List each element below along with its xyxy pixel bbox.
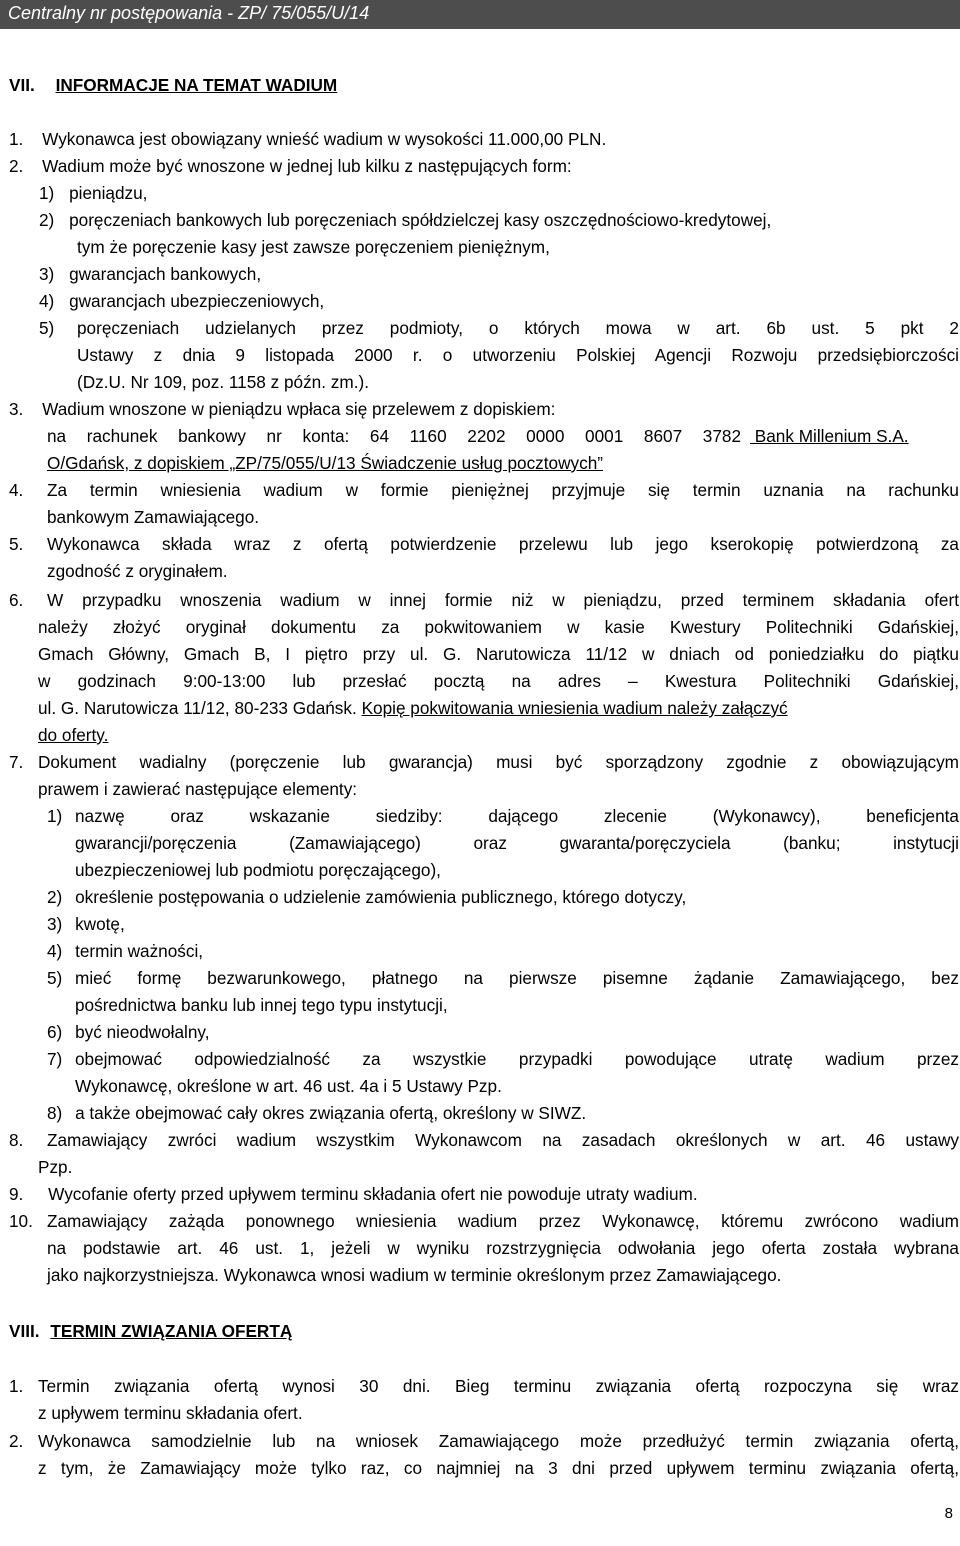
form-item-4 — [39, 288, 960, 315]
point-text: Wykonawca składa wraz z ofertą potwierdzenie przelewu lub jego kserokopię potwierdzoną za — [47, 534, 959, 554]
wadium-point-4 — [9, 477, 959, 504]
item-text: kwotę, — [75, 914, 125, 934]
section-title: INFORMACJE NA TEMAT WADIUM — [55, 75, 338, 95]
item-text: pieniądzu, — [69, 183, 148, 203]
wadium-point-1 — [9, 126, 960, 153]
item-text: a także obejmować cały okres związania ofertą, określony w SIWZ. — [75, 1103, 587, 1123]
offer-point-2-cont — [38, 1455, 959, 1482]
wadium-point-6-l4 — [38, 668, 959, 695]
point-text: Wycofanie oferty przed upływem terminu składania ofert nie powoduje utraty wadium. — [48, 1184, 698, 1204]
wadium-point-3 — [9, 396, 960, 423]
point-number: 4. — [9, 480, 24, 500]
item-text: ubezpieczeniowej lub podmiotu poręczającego), — [75, 860, 441, 880]
point-text: Zamawiający zwróci wadium wszystkim Wykonawcom na zasadach określonych w art. 46 ustawy — [47, 1130, 959, 1150]
item-number: 1) — [47, 806, 63, 826]
point-text-underlined: do oferty. — [38, 725, 109, 745]
item-text: mieć formę bezwarunkowego, płatnego na pierwsze pisemne żądanie Zamawiającego, bez — [75, 968, 959, 988]
section-title: TERMIN ZWIĄZANIA OFERTĄ — [50, 1321, 293, 1341]
item-number: 6) — [47, 1022, 63, 1042]
section-number: VIII. — [9, 1321, 40, 1341]
wadium-point-6-l2 — [38, 614, 959, 641]
wadium-point-10-l3 — [47, 1262, 960, 1289]
element-item-3 — [47, 911, 960, 938]
header-title: Centralny nr postępowania - ZP/ 75/055/U/14 — [8, 3, 370, 23]
point-number: 1. — [9, 129, 24, 149]
item-number: 4) — [39, 291, 55, 311]
wadium-point-6 — [9, 587, 959, 614]
wadium-point-7-cont — [38, 776, 960, 803]
element-item-5-l2 — [75, 992, 960, 1019]
form-item-3 — [39, 261, 960, 288]
form-item-2 — [39, 207, 960, 234]
element-item-1 — [47, 803, 959, 830]
point-number: 1. — [9, 1376, 24, 1396]
document-header — [0, 0, 960, 29]
element-item-5 — [47, 965, 959, 992]
section-viii-heading — [9, 1318, 960, 1345]
form-item-5-cont2 — [77, 369, 960, 396]
item-text: określenie postępowania o udzielenie zamówienia publicznego, którego dotyczy, — [75, 887, 687, 907]
point-number: 5. — [9, 534, 24, 554]
point-text-underlined: Kopię pokwitowania wniesienia wadium należy załączyć — [361, 698, 788, 718]
item-text: termin ważności, — [75, 941, 204, 961]
point-text: należy złożyć oryginał dokumentu za pokwitowaniem w kasie Kwestury Politechniki Gdańskiej, — [38, 617, 959, 637]
point-text: z upływem terminu składania ofert. — [38, 1403, 303, 1423]
wadium-point-10-l2 — [47, 1235, 959, 1262]
point-text: Termin związania ofertą wynosi 30 dni. Bieg terminu związania ofertą rozpoczyna się wraz — [38, 1376, 959, 1396]
item-text: obejmować odpowiedzialność za wszystkie przypadki powodujące utratę wadium przez — [75, 1049, 959, 1069]
item-text: (Dz.U. Nr 109, poz. 1158 z późn. zm.). — [77, 372, 369, 392]
element-item-2 — [47, 884, 960, 911]
form-item-1 — [39, 180, 960, 207]
section-vii-heading — [9, 72, 960, 99]
wadium-point-7 — [9, 749, 959, 776]
point-text: Za termin wniesienia wadium w formie pieniężnej przyjmuje się termin uznania na rachunku — [47, 480, 959, 500]
item-text: Ustawy z dnia 9 listopada 2000 r. o utworzeniu Polskiej Agencji Rozwoju przedsiębiorczości — [77, 345, 959, 365]
offer-point-2 — [9, 1428, 959, 1455]
item-text: nazwę oraz wskazanie siedziby: dającego zlecenie (Wykonawcy), beneficjenta — [75, 806, 959, 826]
item-number: 5) — [47, 968, 63, 988]
point-text: jako najkorzystniejsza. Wykonawca wnosi wadium w terminie określonym przez Zamawiającego. — [47, 1265, 782, 1285]
item-text: poręczeniach bankowych lub poręczeniach spółdzielczej kasy oszczędnościowo-kredytowej, — [69, 210, 772, 230]
point-text: Zamawiający zażąda ponownego wniesienia wadium przez Wykonawcę, któremu zwrócono wadium — [47, 1211, 959, 1231]
item-number: 3) — [39, 264, 55, 284]
point-text: Wadium może być wnoszone w jednej lub kilku z następujących form: — [42, 156, 572, 176]
element-item-8 — [47, 1100, 960, 1127]
wadium-point-4-cont — [47, 504, 960, 531]
section-number: VII. — [9, 75, 35, 95]
point-text: prawem i zawierać następujące elementy: — [38, 779, 358, 799]
point-number: 8. — [9, 1130, 24, 1150]
point-text: bankowym Zamawiającego. — [47, 507, 260, 527]
point-text: ul. G. Narutowicza 11/12, 80-233 Gdańsk. — [38, 698, 362, 718]
transfer-note-text: O/Gdańsk, z dopiskiem „ZP/75/055/U/13 Świadczenie usług pocztowych” — [47, 453, 603, 473]
offer-point-1-cont — [38, 1400, 960, 1427]
point-text: w godzinach 9:00-13:00 lub przesłać pocztą na adres – Kwestura Politechniki Gdańskiej, — [38, 671, 959, 691]
offer-point-1 — [9, 1373, 959, 1400]
form-item-5-cont — [77, 342, 959, 369]
wadium-point-5 — [9, 531, 959, 558]
wadium-point-6-l5 — [38, 695, 959, 722]
point-text: W przypadku wnoszenia wadium w innej formie niż w pieniądzu, przed terminem składania ofert — [47, 590, 959, 610]
point-text: Wykonawca jest obowiązany wnieść wadium w wysokości 11.000,00 PLN. — [42, 129, 607, 149]
point-text: Dokument wadialny (poręczenie lub gwarancja) musi być sporządzony zgodnie z obowiązującym — [38, 752, 959, 772]
point-number: 6. — [9, 590, 24, 610]
point-text: na podstawie art. 46 ust. 1, jeżeli w wyniku rozstrzygnięcia odwołania jego oferta została wybrana — [47, 1238, 959, 1258]
item-text: gwarancji/poręczenia (Zamawiającego) oraz gwaranta/poręczyciela (banku; instytucji — [75, 833, 959, 853]
element-item-1-l2 — [75, 830, 959, 857]
element-item-1-l3 — [75, 857, 960, 884]
item-number: 5) — [39, 318, 55, 338]
point-text: Wykonawca samodzielnie lub na wniosek Zamawiającego może przedłużyć termin związania ofertą, — [38, 1431, 959, 1451]
item-number: 2) — [47, 887, 63, 907]
wadium-point-9 — [9, 1181, 960, 1208]
wadium-point-5-cont — [47, 558, 960, 585]
wadium-point-8 — [9, 1127, 959, 1154]
point-text: Gmach Główny, Gmach B, I piętro przy ul. G. Narutowicza 11/12 w dniach od poniedziałku do piątku — [38, 644, 959, 664]
bank-account: na rachunek bankowy nr konta: 64 1160 2202 0000 0001 8607 3782 — [47, 426, 741, 446]
transfer-note — [47, 450, 603, 477]
item-text: gwarancjach bankowych, — [69, 264, 262, 284]
point-text: Wadium wnoszone w pieniądzu wpłaca się przelewem z dopiskiem: — [42, 399, 556, 419]
bank-name: Bank Millenium S.A. — [750, 426, 909, 446]
point-number: 10. — [9, 1211, 33, 1231]
wadium-point-2 — [9, 153, 960, 180]
element-item-7-l2 — [75, 1073, 960, 1100]
point-text: Pzp. — [38, 1157, 73, 1177]
point-number: 2. — [9, 156, 24, 176]
item-number: 8) — [47, 1103, 63, 1123]
wadium-point-8-cont — [38, 1154, 960, 1181]
element-item-6 — [47, 1019, 960, 1046]
point-number: 7. — [9, 752, 24, 772]
point-number: 9. — [9, 1184, 24, 1204]
item-number: 3) — [47, 914, 63, 934]
point-text: z tym, że Zamawiający może tylko raz, co najmniej na 3 dni przed upływem terminu związania ofertą, — [38, 1458, 959, 1478]
item-number: 4) — [47, 941, 63, 961]
point-number: 3. — [9, 399, 24, 419]
item-text: Wykonawcę, określone w art. 46 ust. 4a i 5 Ustawy Pzp. — [75, 1076, 502, 1096]
item-text: gwarancjach ubezpieczeniowych, — [69, 291, 325, 311]
wadium-point-6-l6 — [38, 722, 108, 749]
element-item-7 — [47, 1046, 959, 1073]
item-text: tym że poręczenie kasy jest zawsze poręczeniem pieniężnym, — [77, 237, 550, 257]
item-text: pośrednictwa banku lub innej tego typu instytucji, — [75, 995, 448, 1015]
form-item-5 — [39, 315, 959, 342]
item-text: być nieodwołalny, — [75, 1022, 210, 1042]
item-number: 7) — [47, 1049, 63, 1069]
wadium-point-6-l3 — [38, 641, 959, 668]
form-item-2-cont — [77, 234, 960, 261]
item-number: 1) — [39, 183, 55, 203]
bank-account-line — [47, 423, 959, 450]
wadium-point-10 — [9, 1208, 959, 1235]
point-text: zgodność z oryginałem. — [47, 561, 228, 581]
item-text: poręczeniach udzielanych przez podmioty, o których mowa w art. 6b ust. 5 pkt 2 — [77, 318, 959, 338]
point-number: 2. — [9, 1431, 24, 1451]
element-item-4 — [47, 938, 960, 965]
item-number: 2) — [39, 210, 55, 230]
page-number: 8 — [944, 1505, 953, 1522]
